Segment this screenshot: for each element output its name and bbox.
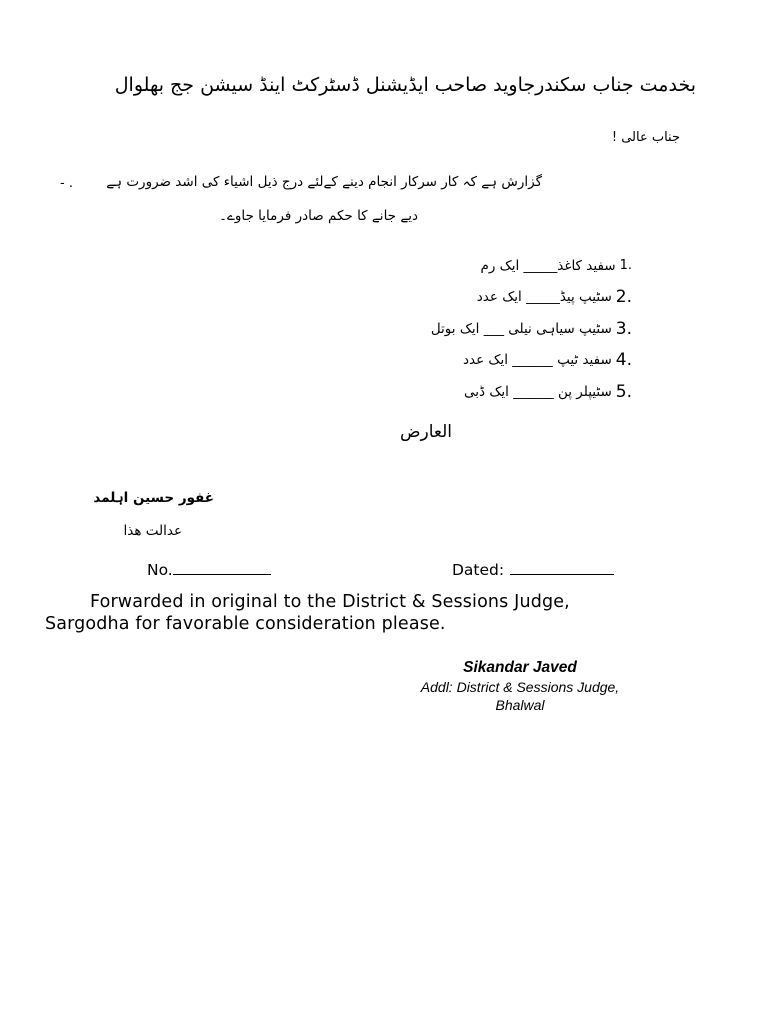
judge-place: Bhalwal — [495, 697, 545, 713]
dated-field — [452, 561, 614, 579]
forwarding-note-line1: Forwarded in original to the District & Sessions Judge, — [90, 592, 570, 612]
item-number: 4. — [615, 350, 632, 371]
item-number: 2. — [615, 287, 632, 308]
judge-title: Addl: District & Sessions Judge, — [420, 679, 620, 695]
request-paragraph-line1: گزارش ہے کہ کار سرکار انجام دینے کےلئے درج ذیل اشیاء کی اشد ضرورت ہے — [106, 174, 542, 190]
item-text: سٹیپ پیڈ_____ ایک عدد — [476, 289, 612, 306]
letter-heading: بخدمت جناب سکندرجاوید صاحب ایڈیشنل ڈسٹرکٹ اینڈ سیشن جج بھلوال — [114, 74, 696, 96]
salutation: جناب عالی ! — [611, 130, 680, 145]
item-text: سفید کاغذ_____ ایک رم — [480, 257, 616, 274]
items-list — [431, 250, 632, 408]
number-blank-line — [173, 562, 271, 575]
dated-blank-line — [510, 562, 614, 575]
number-label: No. — [147, 561, 173, 579]
item-text: سٹیپلر پن ______ ایک ڈبی — [464, 383, 612, 400]
list-item — [431, 282, 632, 314]
number-field — [147, 561, 271, 579]
list-item — [431, 345, 632, 377]
signatory-name: غفور حسین اہلمد — [93, 490, 214, 506]
request-paragraph-line2: دیے جانے کا حکم صادر فرمایا جاوے۔ — [219, 208, 418, 224]
judge-signature-block — [400, 658, 640, 714]
item-number: 3. — [615, 318, 632, 339]
judge-name: Sikandar Javed — [463, 659, 577, 676]
forwarding-note — [45, 591, 570, 635]
list-item — [431, 313, 632, 345]
forwarding-note-line2: Sargodha for favorable consideration please. — [45, 614, 446, 634]
item-text: سٹیپ سیاہی نیلی ___ ایک بوتل — [430, 320, 612, 337]
signatory-court: عدالت ھذا — [123, 523, 182, 539]
item-text: سفید ٹیپ ______ ایک عدد — [462, 352, 612, 369]
applicant-label: العارض — [399, 422, 452, 442]
dated-label: Dated: — [452, 561, 505, 579]
list-item — [431, 250, 632, 282]
item-number: 5. — [615, 381, 632, 402]
request-paragraph-line1-end: - . — [60, 176, 73, 191]
item-number: 1. — [619, 258, 632, 274]
list-item — [431, 376, 632, 408]
